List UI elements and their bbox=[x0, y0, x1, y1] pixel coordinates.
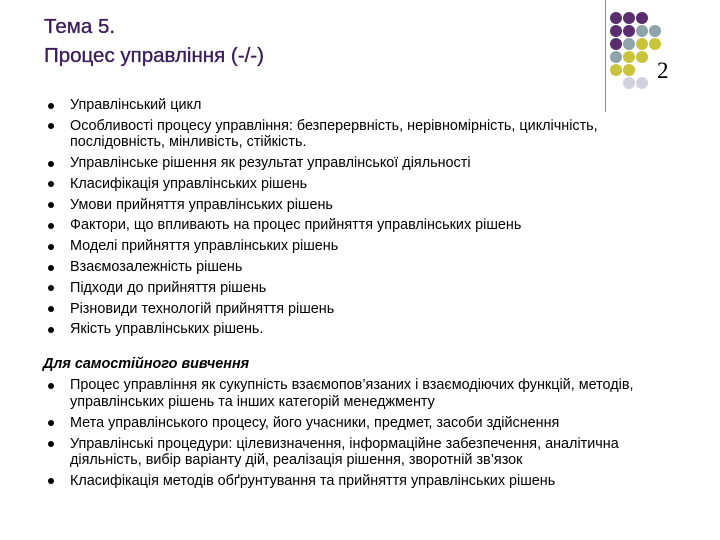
list-item bbox=[46, 321, 686, 338]
bullet-icon bbox=[48, 202, 54, 208]
list-item-text: Особливості процесу управління: безперервність, нерівномірність, циклічність, послідовність, мінливість, стійкість. bbox=[70, 117, 598, 151]
dot bbox=[636, 25, 648, 37]
list-item-text: Управлінський цикл bbox=[70, 97, 202, 113]
bullet-icon bbox=[48, 161, 54, 167]
list-item bbox=[46, 301, 686, 318]
list-item bbox=[46, 415, 686, 432]
list-item bbox=[46, 197, 686, 214]
bullet-icon bbox=[48, 383, 54, 389]
list-item bbox=[46, 155, 686, 172]
list-item-text: Підходи до прийняття рішень bbox=[70, 279, 267, 296]
dot bbox=[649, 25, 661, 37]
list-item-text: Умови прийняття управлінських рішень bbox=[70, 196, 333, 213]
list-item-text: Управлінське рішення як результат управлінської діяльності bbox=[70, 155, 471, 172]
dot bbox=[623, 77, 635, 89]
dot bbox=[623, 25, 635, 37]
title-subject: Процес управління (-/-) bbox=[44, 44, 264, 67]
dot bbox=[636, 77, 648, 89]
decorative-divider bbox=[605, 0, 606, 112]
dot bbox=[610, 38, 622, 50]
list-item bbox=[46, 97, 686, 114]
bullet-icon bbox=[48, 478, 54, 484]
dot bbox=[610, 64, 622, 76]
dot bbox=[623, 38, 635, 50]
slide-title bbox=[44, 12, 564, 70]
bullet-icon bbox=[48, 181, 54, 187]
bullet-icon bbox=[48, 285, 54, 291]
title-topic: Тема 5. bbox=[44, 15, 116, 38]
list-item bbox=[46, 259, 686, 276]
list-item-text: Взаємозалежність рішень bbox=[70, 259, 243, 276]
bullet-icon bbox=[48, 306, 54, 312]
dot bbox=[623, 51, 635, 63]
list-item-text: Процес управління як сукупність взаємопов’язаних і взаємодіючих функцій, методів, управлінських рішень та інших категорій менеджменту bbox=[70, 377, 634, 410]
topic-list bbox=[46, 97, 686, 338]
list-item bbox=[46, 217, 686, 234]
bullet-icon bbox=[48, 103, 54, 109]
list-item bbox=[46, 436, 686, 469]
list-item bbox=[46, 118, 686, 151]
list-item bbox=[46, 176, 686, 193]
list-item-text: Різновиди технологій прийняття рішень bbox=[70, 300, 335, 317]
dot bbox=[649, 38, 661, 50]
list-item-text: Мета управлінського процесу, його учасники, предмет, засоби здійснення bbox=[70, 414, 560, 431]
slide-body bbox=[43, 97, 686, 494]
decorative-dot-grid bbox=[610, 12, 680, 97]
dot bbox=[623, 12, 635, 24]
bullet-icon bbox=[48, 123, 54, 129]
dot bbox=[636, 38, 648, 50]
self-study-heading: Для самостійного вивчення bbox=[43, 355, 250, 372]
list-item bbox=[46, 473, 686, 490]
list-item-text: Фактори, що впливають на процес прийняття управлінських рішень bbox=[70, 217, 522, 234]
dot bbox=[636, 12, 648, 24]
list-item bbox=[46, 238, 686, 255]
self-study-list bbox=[46, 377, 686, 489]
dot bbox=[623, 64, 635, 76]
list-item bbox=[46, 280, 686, 297]
dot bbox=[610, 12, 622, 24]
list-item-text: Якість управлінських рішень. bbox=[70, 321, 264, 338]
bullet-icon bbox=[48, 265, 54, 271]
page-number: 2 bbox=[657, 58, 669, 83]
list-item bbox=[46, 377, 686, 410]
bullet-icon bbox=[48, 441, 54, 447]
bullet-icon bbox=[48, 420, 54, 426]
bullet-icon bbox=[48, 327, 54, 333]
dot bbox=[636, 51, 648, 63]
list-item-text: Моделі прийняття управлінських рішень bbox=[70, 238, 339, 255]
bullet-icon bbox=[48, 244, 54, 250]
dot bbox=[610, 51, 622, 63]
list-item-text: Класифікація управлінських рішень bbox=[70, 175, 308, 192]
list-item-text: Управлінські процедури: цілевизначення, інформаційне забезпечення, аналітична діяльність, вибір варіанту дій, реалізація рішення, зворотній зв’язок bbox=[70, 435, 619, 469]
dot bbox=[610, 25, 622, 37]
bullet-icon bbox=[48, 223, 54, 229]
list-item-text: Класифікація методів обґрунтування та прийняття управлінських рішень bbox=[70, 472, 556, 489]
